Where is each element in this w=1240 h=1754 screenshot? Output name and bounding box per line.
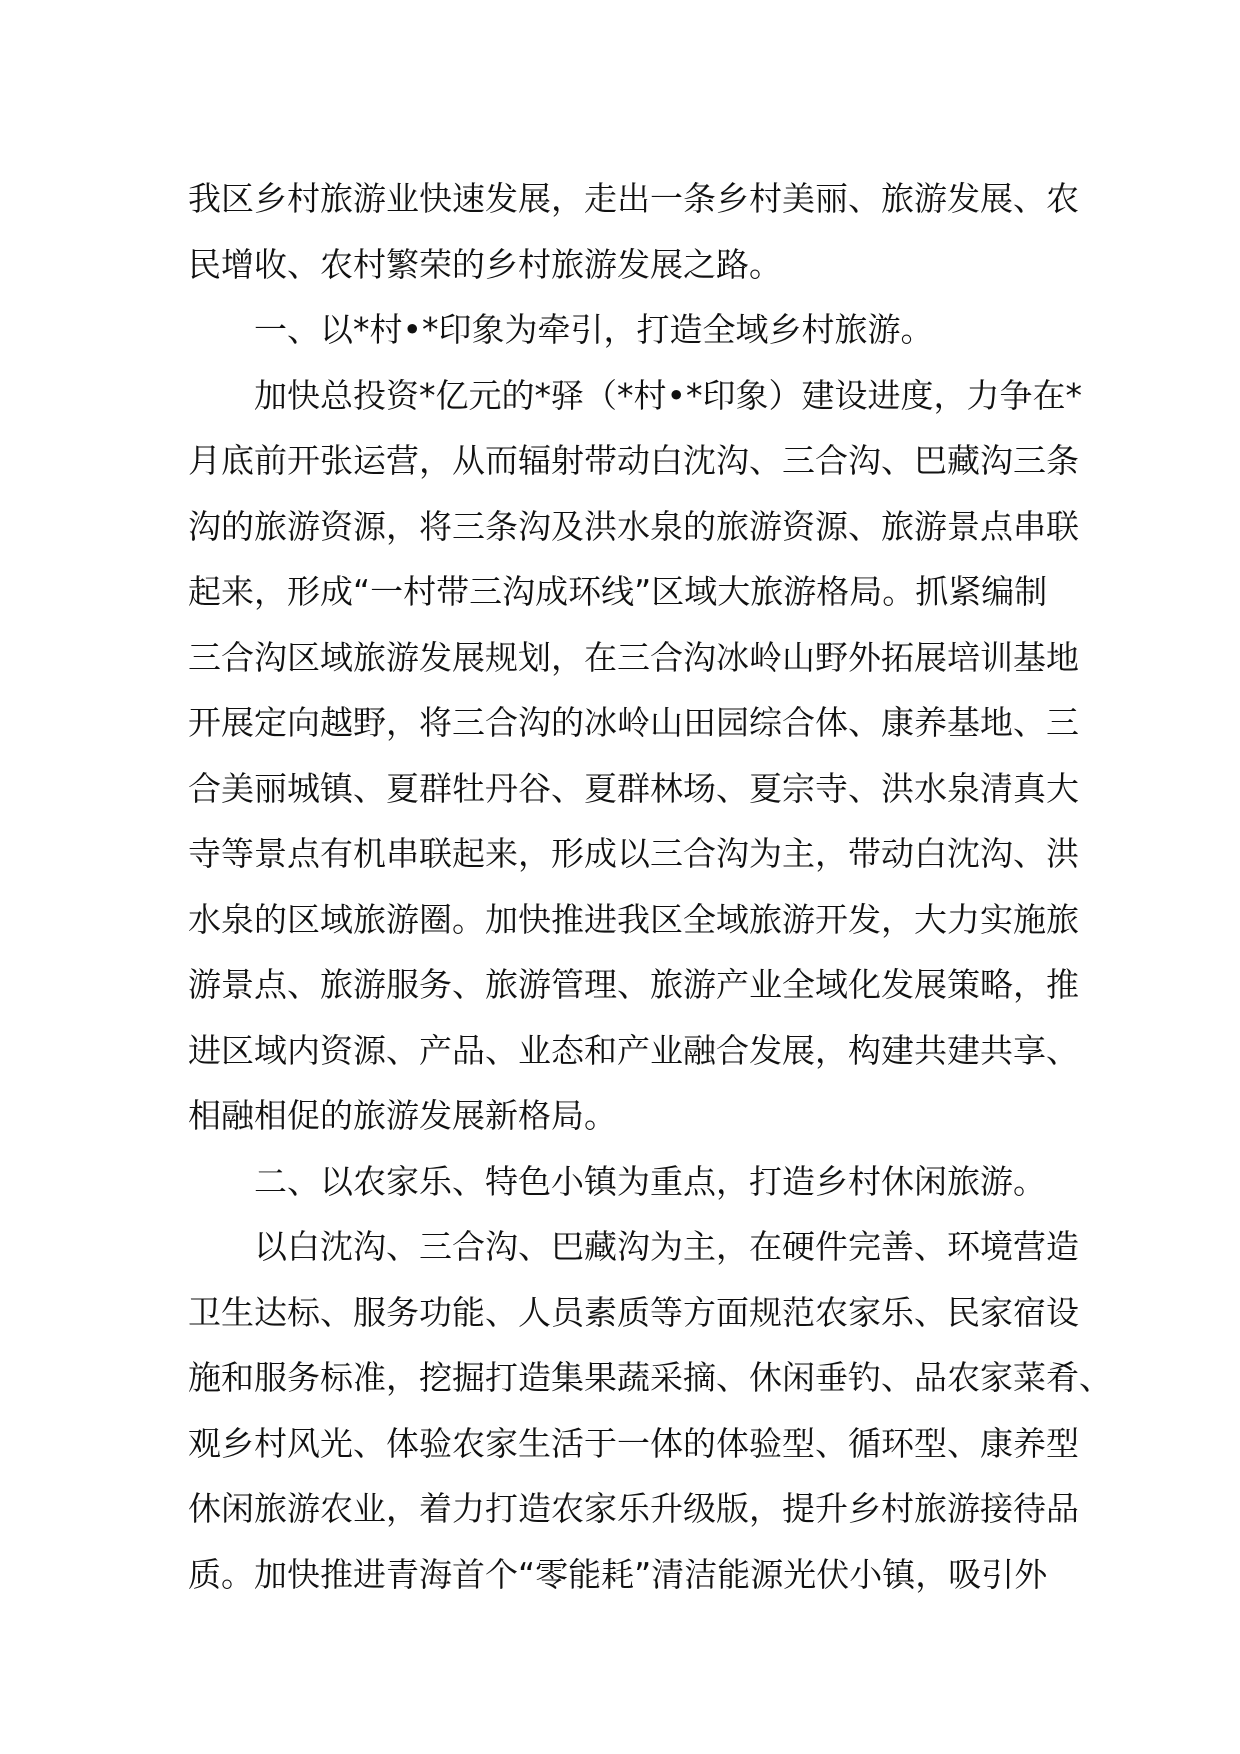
text-line: 休闲旅游农业，着力打造农家乐升级版，提升乡村旅游接待品 <box>188 1489 1079 1528</box>
text-line: 合美丽城镇、夏群牡丹谷、夏群林场、夏宗寺、洪水泉清真大 <box>188 768 1079 808</box>
section-heading-2: 二、以农家乐、特色小镇为重点，打造乡村休闲旅游。 <box>254 1161 1046 1201</box>
text-line: 起来，形成“一村带三沟成环线”区域大旅游格局。抓紧编制 <box>188 572 1048 611</box>
text-line: 施和服务标准，挖掘打造集果蔬采摘、休闲垂钓、品农家菜肴、 <box>188 1358 1112 1397</box>
text-line: 寺等景点有机串联起来，形成以三合沟为主，带动白沈沟、洪 <box>188 834 1079 873</box>
text-line: 游景点、旅游服务、旅游管理、旅游产业全域化发展策略，推 <box>188 965 1079 1004</box>
document-body <box>188 166 1112 1607</box>
text-line: 卫生达标、服务功能、人员素质等方面规范农家乐、民家宿设 <box>188 1292 1079 1332</box>
text-line: 水泉的区域旅游圈。加快推进我区全域旅游开发，大力实施旅 <box>188 899 1079 939</box>
text-line: 质。加快推进青海首个“零能耗”清洁能源光伏小镇，吸引外 <box>188 1554 1048 1594</box>
text-line: 观乡村风光、体验农家生活于一体的体验型、循环型、康养型 <box>188 1423 1079 1463</box>
text-line: 沟的旅游资源，将三条沟及洪水泉的旅游资源、旅游景点串联 <box>188 506 1079 546</box>
text-line: 开展定向越野，将三合沟的冰岭山田园综合体、康养基地、三 <box>188 703 1079 742</box>
text-line: 加快总投资*亿元的*驿（*村•*印象）建设进度，力争在* <box>254 375 1082 415</box>
text-line: 相融相促的旅游发展新格局。 <box>188 1096 617 1135</box>
text-line: 月底前开张运营，从而辐射带动白沈沟、三合沟、巴藏沟三条 <box>188 441 1079 480</box>
text-line: 民增收、农村繁荣的乡村旅游发展之路。 <box>188 244 782 284</box>
text-line: 我区乡村旅游业快速发展，走出一条乡村美丽、旅游发展、农 <box>188 179 1079 218</box>
text-line: 三合沟区域旅游发展规划，在三合沟冰岭山野外拓展培训基地 <box>188 637 1079 677</box>
text-line: 进区域内资源、产品、业态和产业融合发展，构建共建共享、 <box>188 1030 1079 1070</box>
section-heading-1: 一、以*村•*印象为牵引，打造全域乡村旅游。 <box>254 310 934 349</box>
text-line: 以白沈沟、三合沟、巴藏沟为主，在硬件完善、环境营造 <box>254 1227 1079 1266</box>
